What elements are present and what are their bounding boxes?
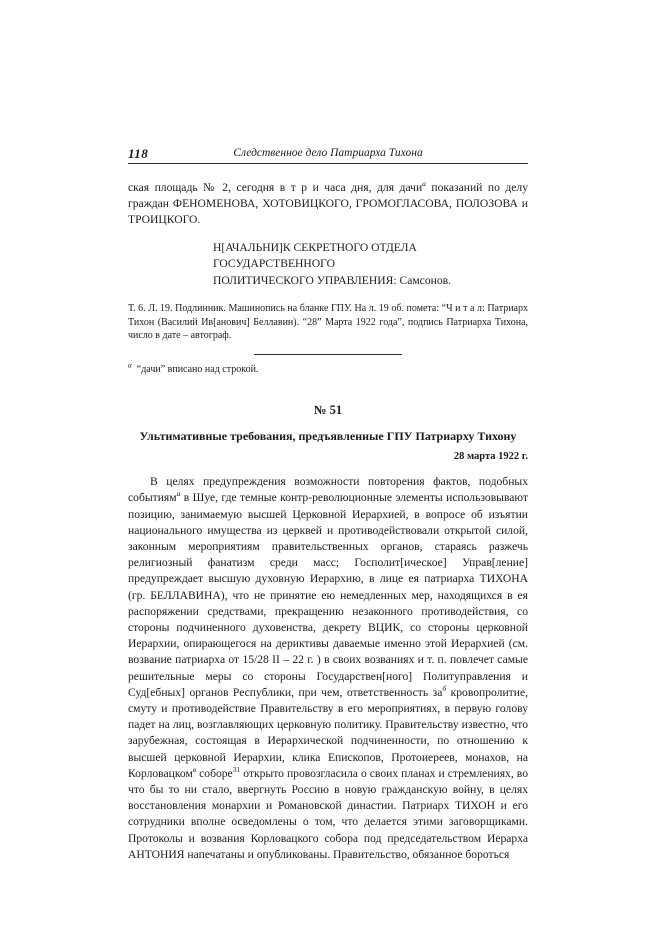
running-head bbox=[128, 146, 528, 164]
running-title: Следственное дело Патриарха Тихона bbox=[233, 147, 423, 159]
document-date: 28 марта 1922 г. bbox=[453, 451, 528, 463]
footnote-reference-v: в bbox=[192, 765, 197, 774]
signature-line-1: Н[АЧАЛЬНИ]К СЕКРЕТНОГО ОТДЕЛА ГОСУДАРСТВЕННОГО bbox=[213, 241, 417, 271]
endnote-reference-31: 31 bbox=[232, 765, 241, 774]
footnote-text: “дачи” вписано над строкой. bbox=[136, 364, 259, 376]
footnote-divider bbox=[254, 354, 402, 355]
page-content bbox=[128, 146, 528, 875]
doc-body-text-3: кровопролитие, смуту и противодействие Правительству в его мероприятиях, в первую голову падет на лиц, возглавляющих церковную политику. Правительству известно, что зарубежная, состоящая в Иерархической подчиненности, по отношению к высшей церковной Иерархии, клика Епископов, Протоиереев, монахов, на Корловацком bbox=[128, 685, 528, 780]
page-number: 118 bbox=[128, 146, 149, 161]
archival-note: Т. 6. Л. 19. Подлинник. Машинопись на бланке ГПУ. На л. 19 об. помета: “Ч и т а л: Патриарх Тихон (Василий Ив[анович] Беллавин). “28” Марта 1922 года”, подпись Патриарха Тихона, число в дате – автограф. bbox=[128, 302, 528, 342]
previous-document-body bbox=[128, 180, 528, 229]
prev-body-text-2: показаний по делу граждан ФЕНОМЕНОВА, ХОТОВИЦКОГО, ГРОМОГЛАСОВА, ПОЛОЗОВА и ТРОИЦКОГО. bbox=[128, 181, 528, 227]
footnote-reference-b: б bbox=[442, 683, 447, 693]
footnote bbox=[128, 360, 528, 376]
footnote-marker-a: а bbox=[128, 360, 132, 370]
document-number: № 51 bbox=[313, 403, 343, 418]
prev-body-text-1: ская площадь № 2, сегодня в т р и часа дня, для дачи bbox=[128, 181, 423, 194]
doc-body-text-4: соборе bbox=[196, 766, 233, 780]
document-body bbox=[128, 474, 528, 863]
doc-body-text-2: в Шуе, где темные контр-революционные элементы использовывают позицию, занимаемую высшей Церковной Иерархией, в вопросе об изъятии национального имущества из церквей и противодействовали открытой силой, законным мероприятиям правительственных органов, стараясь разжечь религиозный фанатизм среди масс; Госполит[ическое] Управ[ление] предупреждает высшую духовную Иерархию, в лице ея патриарха ТИХОНА (гр. БЕЛЛАВИНА), что не принятие ею немедленных мер, находящихся в ея распоряжении средствами, прекращению незаконного противодействия, со стороны подчиненного духовенства, декрету ВЦИК, со стороны церковной Иерархии, опирающегося на дериктивы даваемые именно этой Иерархией (см. возвание патриарха от 15/28 II – 22 г. ) в своих возваниях и т. п. повлечет самые решительные меры со стороны Государствен[ного] Политуправления и Суд[ебных] органов Республики, при чем, ответственность за bbox=[128, 491, 528, 699]
signature-line-2: ПОЛИТИЧЕСКОГО УПРАВЛЕНИЯ: Самсонов. bbox=[213, 273, 451, 287]
footnote-reference-a2: а bbox=[176, 489, 181, 499]
signature-block bbox=[213, 240, 528, 289]
document-title: Ультимативные требования, предъявленные ГПУ Патриарху Тихону bbox=[139, 429, 517, 444]
doc-body-text-5: открыто провозгласила о своих планах и стремлениях, во что бы то ни стало, ввергнуть Россию в новую гражданскую войну, в целях восстановления монархии и Романовской династии. Патриарх ТИХОН и его сотрудники вполне осведомлены о том, что делается этими заговорщиками. Протоколы и возвания Корловацкого собора под председательством Иерарха АНТОНИЯ напечатаны и опубликованы. Правительство, обязанное бороться bbox=[128, 766, 528, 861]
doc-body-text-1: В целях предупреждения возможности повторения фактов, подобных событиям bbox=[128, 475, 528, 505]
footnote-reference-a: а bbox=[422, 179, 426, 189]
